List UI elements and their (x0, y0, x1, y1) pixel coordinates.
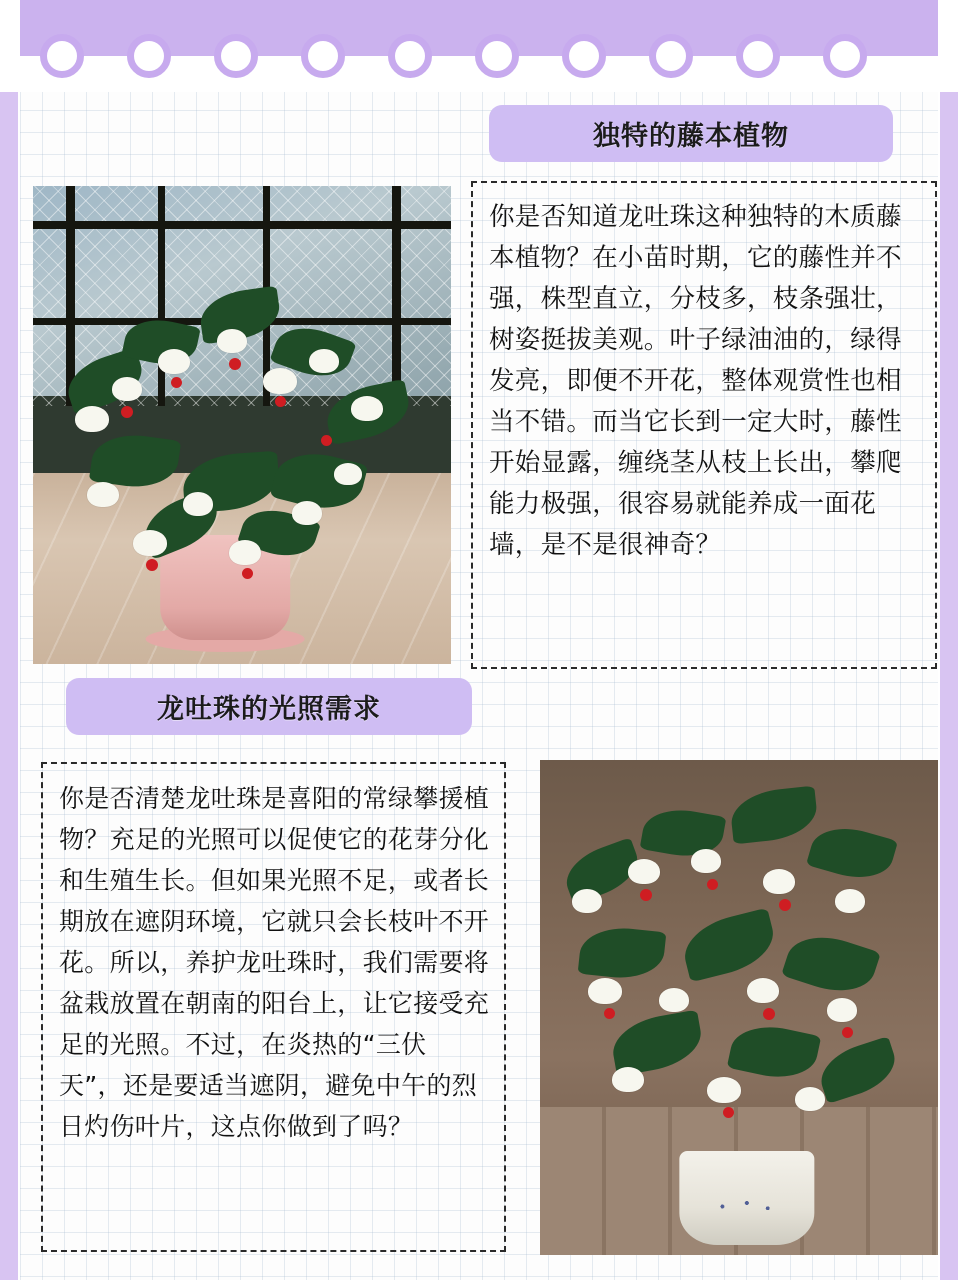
binder-ring (40, 34, 84, 78)
binder-ring (301, 34, 345, 78)
photo-white-flower (351, 396, 383, 421)
photo-white-flower (75, 406, 109, 432)
photo-white-flower (133, 530, 167, 556)
photo-white-flower (628, 859, 660, 884)
binder-ring (562, 34, 606, 78)
binder-ring (388, 34, 432, 78)
photo-white-flower (183, 492, 213, 516)
photo-white-flower (691, 849, 721, 873)
binder-ring (475, 34, 519, 78)
photo-white-flower (572, 889, 602, 913)
photo-white-flower (229, 540, 261, 565)
photo-red-corolla (604, 1008, 615, 1019)
photo-white-flower (835, 889, 865, 913)
photo-white-flower (763, 869, 795, 894)
photo-white-flower (747, 978, 779, 1003)
photo-ceramic-pot (679, 1151, 814, 1245)
section-body-1: 你是否知道龙吐珠这种独特的木质藤本植物？在小苗时期，它的藤性并不强，株型直立，分枝多，枝条强壮，树姿挺拔美观。叶子绿油油的，绿得发亮，即便不开花，整体观赏性也相当不错。而当它长到一定大时，藤性开始显露，缠绕茎从枝上长出，攀爬能力极强，很容易就能养成一面花墙，是不是很神奇？ (471, 181, 937, 669)
photo-red-corolla (723, 1107, 734, 1118)
spiral-binder (0, 0, 958, 92)
binder-ring (649, 34, 693, 78)
photo-red-corolla (763, 1008, 775, 1020)
photo-white-flower (827, 998, 857, 1022)
section-heading-1: 独特的藤本植物 (489, 105, 893, 162)
photo-white-flower (292, 501, 322, 525)
photo-white-flower (158, 349, 190, 374)
photo-red-corolla (321, 435, 332, 446)
photo-white-flower (309, 349, 339, 373)
photo-white-flower (707, 1077, 741, 1103)
photo-white-flower (612, 1067, 644, 1092)
photo-red-corolla (640, 889, 652, 901)
photo-white-flower (87, 482, 119, 507)
binder-ring (736, 34, 780, 78)
photo-white-flower (112, 377, 142, 401)
photo-red-corolla (121, 406, 133, 418)
photo-white-flower (659, 988, 689, 1012)
binder-ring (127, 34, 171, 78)
photo-white-flower (334, 463, 362, 485)
plant-photo-balcony (33, 186, 451, 664)
binder-ring (823, 34, 867, 78)
photo-red-corolla (146, 559, 158, 571)
photo-white-flower (217, 329, 247, 353)
plant-photo-closeup (540, 760, 938, 1255)
photo-white-flower (263, 368, 297, 394)
photo-red-corolla (707, 879, 718, 890)
photo-white-flower (795, 1087, 825, 1111)
photo-red-corolla (779, 899, 791, 911)
binder-ring (214, 34, 258, 78)
photo-white-flower (588, 978, 622, 1004)
section-body-2: 你是否清楚龙吐珠是喜阳的常绿攀援植物？充足的光照可以促使它的花芽分化和生殖生长。但如果光照不足，或者长期放在遮阴环境，它就只会长枝叶不开花。所以，养护龙吐珠时，我们需要将盆栽放置在朝南的阳台上，让它接受充足的光照。不过，在炎热的“三伏天”，还是要适当遮阴，避免中午的烈日灼伤叶片，这点你做到了吗？ (41, 762, 506, 1252)
section-heading-2: 龙吐珠的光照需求 (66, 678, 472, 735)
